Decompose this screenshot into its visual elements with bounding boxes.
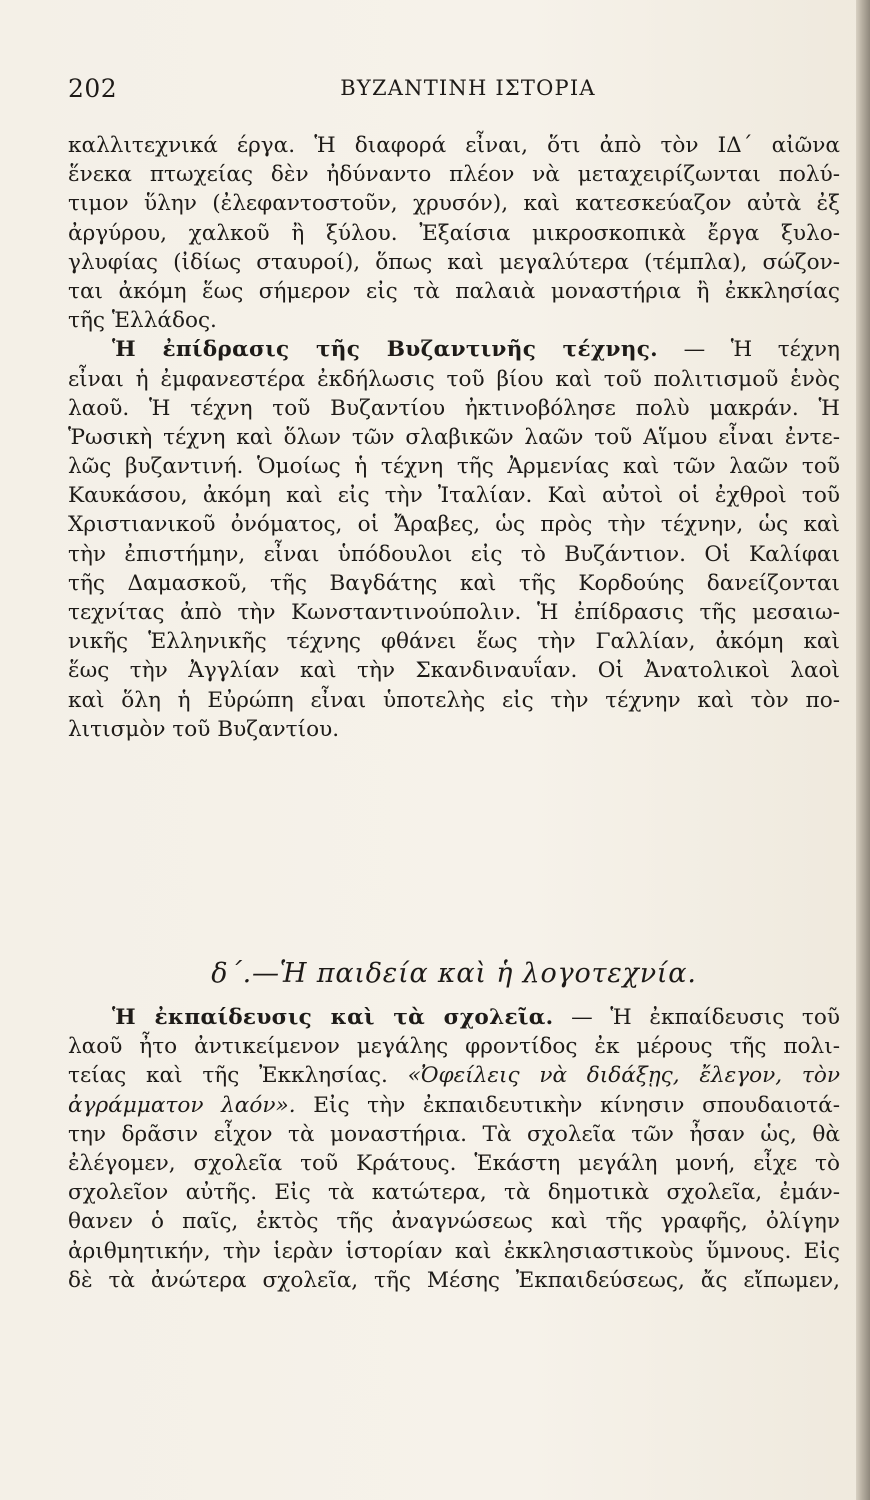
text-line: την δρᾶσιν εἶχον τὰ μοναστήρια. Τὰ σχολεῖα τῶν ἦσαν ὡς, θὰ [68,1121,840,1147]
text-line: τὴν ἐπιστήμην, εἶναι ὑπόδουλοι εἰς τὸ Βυζάντιον. Οἱ Καλίφαι [68,541,840,567]
text-line: λαοῦ ἦτο ἀντικείμενον μεγάλης φροντίδος ἐκ μέρους τῆς πολι- [68,1034,840,1060]
text-fragment: — Ἡ ἐκπαίδευσις τοῦ [553,1005,840,1030]
text-line [68,1061,840,1090]
text-line: καλλιτεχνικά έργα. Ἡ διαφορά εἶναι, ὅτι ἀπὸ τὸν ΙΔ´ αἰῶνα [68,133,840,158]
text-line: νικῆς Ἑλληνικῆς τέχνης φθάνει ἕως τὴν Γαλλίαν, ἀκόμη καὶ [68,629,840,655]
text-line: καὶ ὅλη ἡ Εὐρώπη εἶναι ὑποτελὴς εἰς τὴν τέχνην καὶ τὸν πο- [68,687,840,713]
text-line: λῶς βυζαντινή. Ὁμοίως ἡ τέχνη τῆς Ἀρμενίας καὶ τῶν λαῶν τοῦ [68,454,840,480]
text-line: ται ἀκόμη ἕως σήμερον εἰς τὰ παλαιὰ μοναστήρια ἢ ἐκκλησίας [68,278,840,304]
paragraph-lead-heading: Ἡ ἐπίδρασις τῆς Βυζαντινῆς τέχνης. [112,337,658,363]
page-binding-edge [856,0,870,1500]
text-line: τεχνίτας ἀπὸ τὴν Κωνσταντινούπολιν. Ἡ ἐπίδρασις τῆς μεσαιω- [68,600,840,625]
text-line: τιμον ὕλην (ἐλεφαντοστοῦν, χρυσόν), καὶ κατεσκεύαζον αὐτὰ ἐξ [68,191,840,217]
section-heading: δ´.—Ἡ παιδεία καὶ ἡ λογοτεχνία. [211,958,697,989]
text-line: ἀριθμητικήν, τὴν ἱερὰν ἱστορίαν καὶ ἐκκλησιαστικοὺς ὕμνους. Εἰς [68,1238,840,1264]
quotation-italic: «Ὀφείλεις νὰ διδάξῃς, ἔλεγον, τὸν [407,1063,840,1089]
main-text-block [68,131,840,744]
paragraph-lead-heading: Ἡ ἐκπαίδευσις καὶ τὰ σχολεῖα. [112,1005,554,1030]
page-number: 202 [68,74,118,103]
paragraph-first-line [68,1003,840,1032]
paragraph-first-line [68,335,840,364]
text-line: λαοῦ. Ἡ τέχνη τοῦ Βυζαντίου ἠκτινοβόλησε πολὺ μακράν. Ἡ [68,395,840,421]
text-line: ἕνεκα πτωχείας δὲν ἠδύναντο πλέον νὰ μεταχειρίζωνται πολύ- [68,162,840,188]
text-line: Καυκάσου, ἀκόμη καὶ εἰς τὴν Ἰταλίαν. Καὶ αὐτοὶ οἱ ἐχθροὶ τοῦ [68,483,840,509]
text-line: Ῥωσικὴ τέχνη καὶ ὅλων τῶν σλαβικῶν λαῶν τοῦ Αἵμου εἶναι ἐντε- [68,424,840,450]
education-text-block [68,1003,840,1295]
text-line: γλυφίας (ἰδίως σταυροί), ὅπως καὶ μεγαλύτερα (τέμπλα), σώζον- [68,249,840,275]
text-line: τῆς Ἑλλάδος. [68,308,217,334]
text-line: ἀργύρου, χαλκοῦ ἢ ξύλου. Ἐξαίσια μικροσκοπικὰ ἔργα ξυλο- [68,220,840,246]
text-line: θανεν ὁ παῖς, ἐκτὸς τῆς ἀναγνώσεως καὶ τῆς γραφῆς, ὀλίγην [68,1209,840,1235]
text-fragment: Εἰς τὴν ἐκπαιδευτικὴν κίνησιν σπουδαιοτά- [295,1092,840,1118]
text-line: Χριστιανικοῦ ὀνόματος, οἱ Ἄραβες, ὡς πρὸς τὴν τέχνην, ὡς καὶ [68,512,840,538]
text-line: λιτισμὸν τοῦ Βυζαντίου. [68,716,340,742]
text-line: δὲ τὰ ἀνώτερα σχολεῖα, τῆς Μέσης Ἐκπαιδεύσεως, ἄς εἴπωμεν, [68,1267,840,1293]
text-line [68,1091,840,1120]
page-header [68,74,838,114]
text-line: ἐλέγομεν, σχολεῖα τοῦ Κράτους. Ἑκάστη μεγάλη μονή, εἶχε τὸ [68,1150,840,1176]
text-line: τῆς Δαμασκοῦ, τῆς Βαγδάτης καὶ τῆς Κορδούης δανείζονται [68,570,840,596]
running-head: ΒΥΖΑΝΤΙΝΗ ΙΣΤΟΡΙΑ [340,76,596,100]
quotation-italic: ἀγράμματον λαόν». [68,1092,296,1118]
text-fragment: τείας καὶ τῆς Ἐκκλησίας. [68,1063,408,1089]
text-line: εἶναι ἡ ἐμφανεστέρα ἐκδήλωσις τοῦ βίου καὶ τοῦ πολιτισμοῦ ἑνὸς [68,366,840,392]
text-line: ἕως τὴν Ἀγγλίαν καὶ τὴν Σκανδιναυΐαν. Οἱ Ἀνατολικοὶ λαοὶ [68,658,840,684]
text-fragment: — Ἡ τέχνη [658,337,840,363]
text-line: σχολεῖον αὐτῆς. Εἰς τὰ κατώτερα, τὰ δημοτικὰ σχολεῖα, ἐμάν- [68,1180,840,1206]
